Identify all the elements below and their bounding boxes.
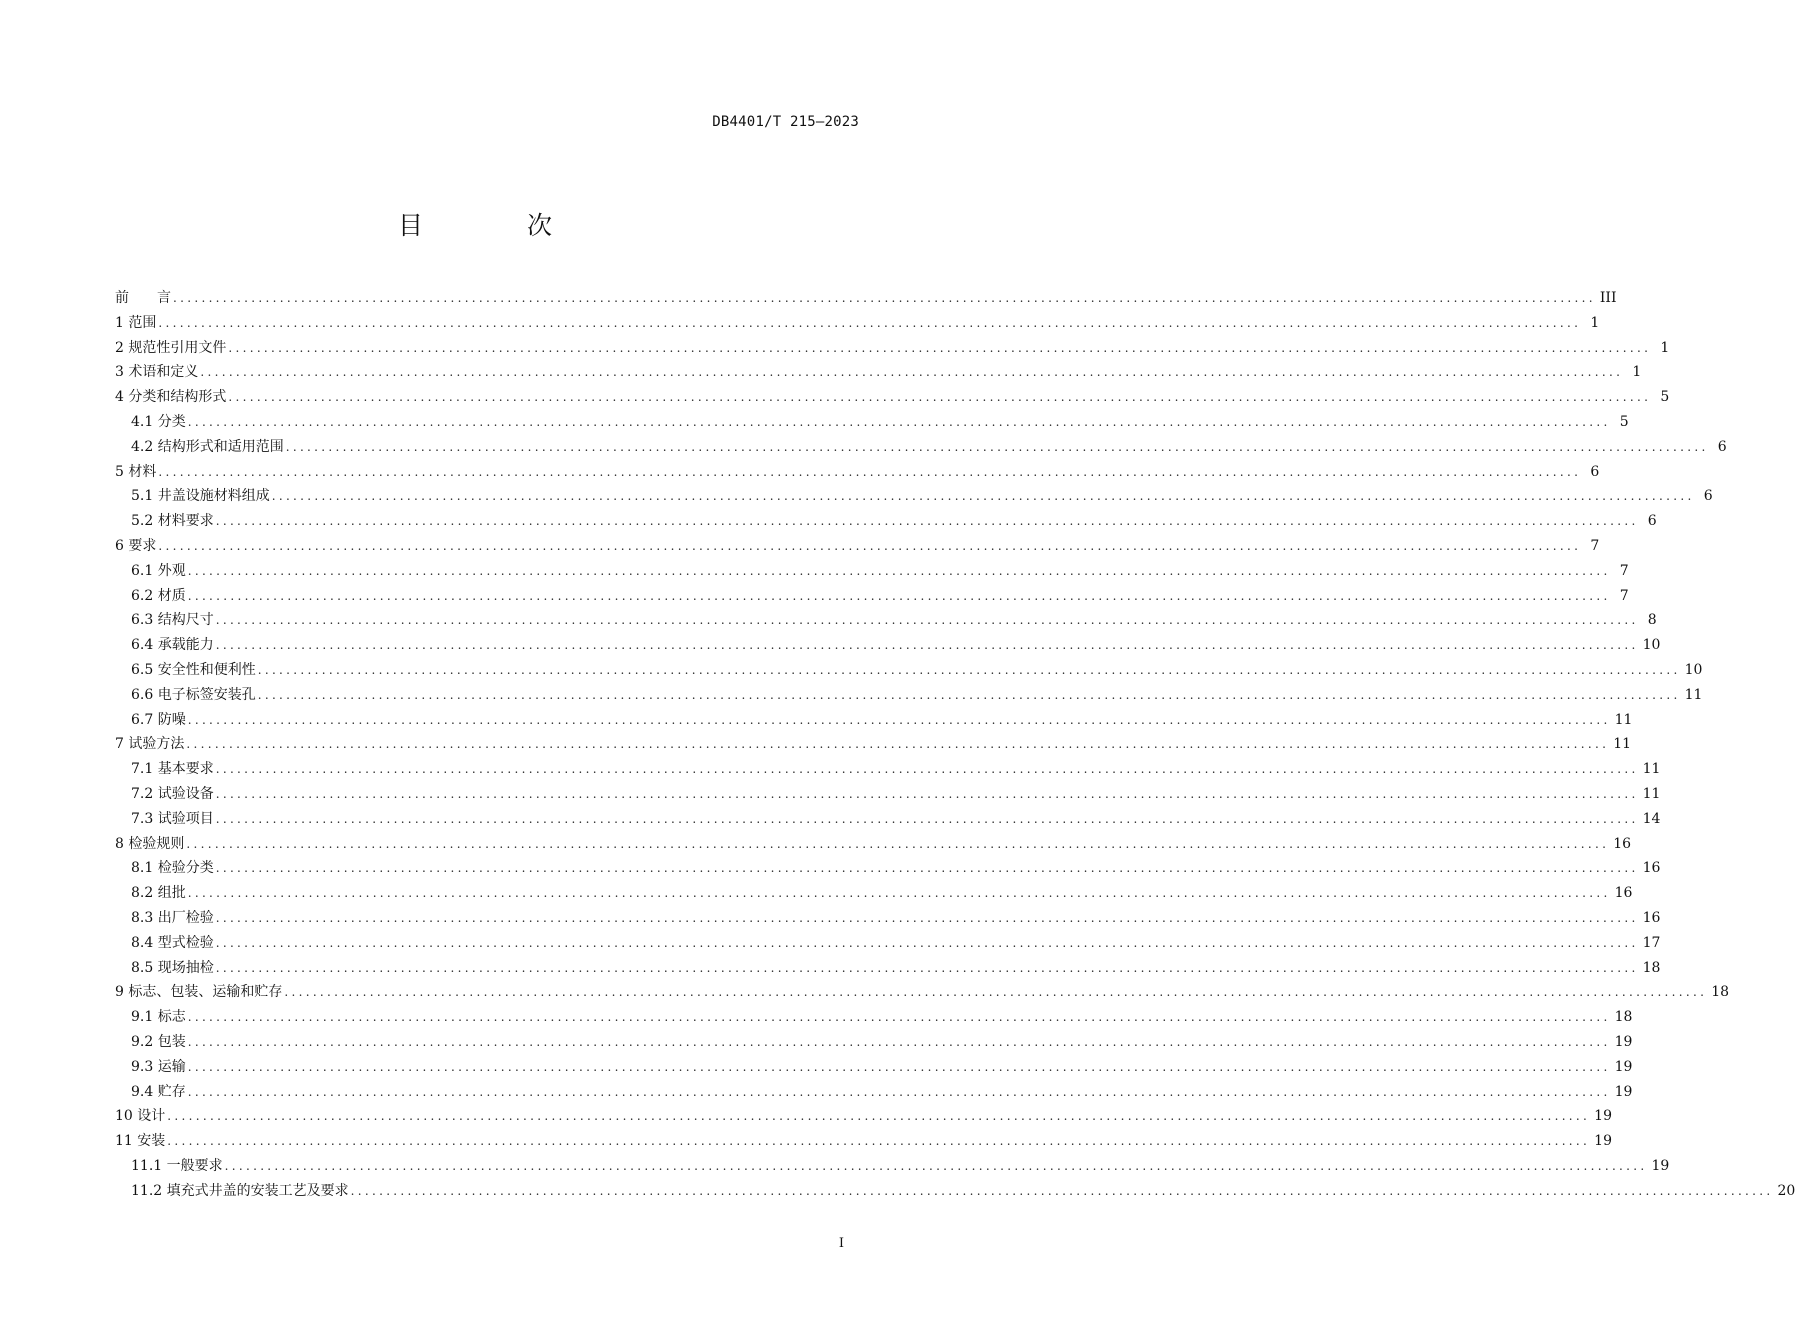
toc-entry-label: 9 标志、包装、运输和贮存 — [115, 984, 283, 1001]
toc-entry-label: 7.2 试验设备 — [131, 785, 214, 802]
toc-entry[interactable] — [115, 658, 1703, 683]
toc-entry-label: 6.2 材质 — [131, 587, 186, 604]
toc-dot-leader: ........................................................................................................................................................................................................ — [173, 291, 1596, 305]
toc-entry[interactable] — [115, 509, 1657, 534]
toc-dot-leader: ........................................................................................................................................................................................................ — [215, 910, 1639, 925]
toc-dot-leader: ........................................................................................................................................................................................................ — [187, 712, 1611, 727]
toc-dot-leader: ........................................................................................................................................................................................................ — [187, 414, 1611, 429]
toc-entry[interactable] — [115, 385, 1670, 410]
toc-entry[interactable] — [115, 1179, 1795, 1204]
toc-entry-label: 6.7 防噪 — [131, 711, 186, 728]
toc-entry-page: 1 — [1590, 314, 1600, 331]
toc-entry-label: 10 设计 — [115, 1108, 166, 1125]
toc-entry[interactable] — [115, 807, 1661, 832]
toc-entry[interactable] — [115, 708, 1633, 733]
toc-entry-page: 7 — [1619, 562, 1629, 579]
toc-dot-leader: ........................................................................................................................................................................................................ — [228, 340, 1652, 355]
toc-entry-page: 16 — [1642, 860, 1661, 877]
toc-entry-page: 19 — [1594, 1133, 1612, 1150]
toc-entry-label: 6 要求 — [115, 537, 157, 554]
toc-entry-label: 7.3 试验项目 — [131, 810, 214, 827]
toc-entry[interactable] — [115, 980, 1730, 1005]
toc-entry-label: 6.5 安全性和便利性 — [131, 661, 256, 678]
toc-entry-page: 6 — [1647, 513, 1657, 530]
toc-dot-leader: ........................................................................................................................................................................................................ — [350, 1183, 1774, 1198]
toc-entry-label: 2 规范性引用文件 — [115, 339, 227, 356]
toc-entry-page: 16 — [1642, 909, 1661, 926]
toc-dot-leader: ........................................................................................................................................................................................................ — [187, 1084, 1611, 1099]
toc-entry-page: 10 — [1684, 661, 1703, 678]
toc-entry-page: 17 — [1642, 934, 1661, 951]
toc-entry-page: III — [1599, 290, 1617, 306]
toc-entry[interactable] — [115, 683, 1703, 708]
toc-entry-label: 3 术语和定义 — [115, 364, 199, 381]
toc-entry[interactable] — [115, 832, 1632, 857]
toc-entry-page: 6 — [1590, 463, 1600, 480]
toc-entry-page: 6 — [1703, 488, 1713, 505]
toc-entry-label: 8.4 型式检验 — [131, 934, 214, 951]
toc-entry[interactable] — [115, 1129, 1612, 1154]
toc-dot-leader: ........................................................................................................................................................................................................ — [215, 613, 1639, 628]
toc-entry-page: 18 — [1614, 1009, 1633, 1026]
toc-entry[interactable] — [115, 633, 1661, 658]
toc-entry-page: 11 — [1684, 686, 1703, 703]
toc-entry-label: 8.1 检验分类 — [131, 860, 214, 877]
toc-dot-leader: ........................................................................................................................................................................................................ — [224, 1158, 1648, 1173]
toc-entry[interactable] — [115, 1055, 1633, 1080]
document-code: DB4401/T 215—2023 — [712, 114, 859, 130]
toc-entry-label: 11.2 填充式井盖的安装工艺及要求 — [131, 1182, 349, 1199]
toc-dot-leader: ........................................................................................................................................................................................................ — [187, 563, 1611, 578]
toc-entry-label: 8.5 现场抽检 — [131, 959, 214, 976]
toc-dot-leader: ........................................................................................................................................................................................................ — [187, 588, 1611, 603]
toc-dot-leader: ........................................................................................................................................................................................................ — [186, 836, 1610, 851]
toc-entry[interactable] — [115, 460, 1600, 485]
toc-dot-leader: ........................................................................................................................................................................................................ — [187, 1059, 1611, 1074]
toc-entry-label: 9.2 包装 — [131, 1033, 186, 1050]
toc-entry-label: 4.1 分类 — [131, 413, 186, 430]
toc-entry-label: 5 材料 — [115, 463, 157, 480]
toc-entry-page: 16 — [1614, 885, 1633, 902]
toc-entry-label: 4.2 结构形式和适用范围 — [131, 438, 284, 455]
toc-entry-page: 19 — [1594, 1108, 1612, 1125]
toc-dot-leader: ........................................................................................................................................................................................................ — [215, 960, 1639, 975]
toc-entry-label: 前 言 — [115, 290, 171, 306]
toc-entry[interactable] — [115, 410, 1629, 435]
toc-entry[interactable] — [115, 881, 1633, 906]
toc-entry-page: 20 — [1777, 1182, 1795, 1199]
toc-entry[interactable] — [115, 1080, 1633, 1105]
toc-entry[interactable] — [115, 1005, 1633, 1030]
toc-entry[interactable] — [115, 956, 1661, 981]
toc-entry-label: 7.1 基本要求 — [131, 761, 214, 778]
toc-dot-leader: ........................................................................................................................................................................................................ — [215, 786, 1639, 801]
toc-entry[interactable] — [115, 484, 1713, 509]
toc-entry-page: 11 — [1613, 736, 1632, 753]
toc-title: 目 次 — [398, 211, 600, 240]
toc-dot-leader: ........................................................................................................................................................................................................ — [257, 687, 1681, 702]
toc-entry[interactable] — [115, 360, 1642, 385]
toc-entry-label: 7 试验方法 — [115, 736, 185, 753]
toc-entry-label: 9.4 贮存 — [131, 1083, 186, 1100]
toc-entry[interactable] — [115, 757, 1661, 782]
toc-entry-label: 1 范围 — [115, 314, 157, 331]
toc-entry-page: 19 — [1651, 1157, 1670, 1174]
toc-dot-leader: ........................................................................................................................................................................................................ — [167, 1109, 1591, 1124]
toc-dot-leader: ........................................................................................................................................................................................................ — [167, 1134, 1591, 1149]
toc-dot-leader: ........................................................................................................................................................................................................ — [200, 365, 1624, 380]
toc-entry-page: 19 — [1614, 1058, 1633, 1075]
toc-entry-page: 5 — [1660, 389, 1670, 406]
toc-entry-page: 11 — [1642, 761, 1661, 778]
toc-entry[interactable] — [115, 856, 1661, 881]
toc-entry[interactable] — [115, 906, 1661, 931]
toc-entry-label: 11.1 一般要求 — [131, 1157, 223, 1174]
toc-dot-leader: ........................................................................................................................................................................................................ — [271, 489, 1695, 504]
toc-entry-page: 6 — [1717, 438, 1727, 455]
toc-entry-label: 8.3 出厂检验 — [131, 909, 214, 926]
toc-entry[interactable] — [115, 435, 1727, 460]
toc-entry[interactable] — [115, 1154, 1670, 1179]
toc-dot-leader: ........................................................................................................................................................................................................ — [158, 315, 1582, 330]
toc-entry[interactable] — [115, 286, 1617, 311]
toc-dot-leader: ........................................................................................................................................................................................................ — [187, 886, 1611, 901]
toc-entry[interactable] — [115, 584, 1629, 609]
toc-dot-leader: ........................................................................................................................................................................................................ — [215, 762, 1639, 777]
toc-dot-leader: ........................................................................................................................................................................................................ — [285, 439, 1709, 454]
toc-entry[interactable] — [115, 782, 1661, 807]
toc-dot-leader: ........................................................................................................................................................................................................ — [215, 935, 1639, 950]
toc-entry-page: 11 — [1614, 711, 1633, 728]
toc-entry-page: 1 — [1660, 339, 1670, 356]
toc-dot-leader: ........................................................................................................................................................................................................ — [215, 514, 1639, 529]
toc-dot-leader: ........................................................................................................................................................................................................ — [215, 638, 1639, 653]
toc-entry-page: 11 — [1642, 785, 1661, 802]
toc-entry[interactable] — [115, 534, 1600, 559]
toc-entry-label: 5.1 井盖设施材料组成 — [131, 488, 270, 505]
toc-entry-page: 16 — [1613, 835, 1632, 852]
toc-entry[interactable] — [115, 336, 1670, 361]
toc-entry-label: 8.2 组批 — [131, 885, 186, 902]
page-number: I — [838, 1236, 844, 1251]
toc-entry[interactable] — [115, 1030, 1633, 1055]
toc-dot-leader: ........................................................................................................................................................................................................ — [158, 538, 1582, 553]
toc-dot-leader: ........................................................................................................................................................................................................ — [284, 985, 1708, 1000]
toc-dot-leader: ........................................................................................................................................................................................................ — [228, 390, 1652, 405]
toc-entry[interactable] — [115, 559, 1629, 584]
toc-dot-leader: ........................................................................................................................................................................................................ — [187, 1034, 1611, 1049]
toc-dot-leader: ........................................................................................................................................................................................................ — [215, 811, 1639, 826]
toc-entry[interactable] — [115, 931, 1661, 956]
toc-dot-leader: ........................................................................................................................................................................................................ — [158, 464, 1582, 479]
table-of-contents — [115, 286, 1795, 1203]
toc-entry-label: 11 安装 — [115, 1133, 166, 1150]
toc-entry-label: 6.3 结构尺寸 — [131, 612, 214, 629]
toc-dot-leader: ........................................................................................................................................................................................................ — [186, 737, 1610, 752]
toc-entry-page: 10 — [1642, 637, 1661, 654]
toc-entry-page: 14 — [1642, 810, 1661, 827]
toc-entry-page: 1 — [1632, 364, 1642, 381]
toc-entry-page: 18 — [1711, 984, 1730, 1001]
toc-entry-label: 5.2 材料要求 — [131, 513, 214, 530]
toc-entry-page: 19 — [1614, 1083, 1633, 1100]
toc-entry[interactable] — [115, 608, 1657, 633]
toc-entry-page: 8 — [1647, 612, 1657, 629]
toc-entry-label: 6.4 承载能力 — [131, 637, 214, 654]
toc-entry-page: 5 — [1619, 413, 1629, 430]
toc-entry[interactable] — [115, 1104, 1612, 1129]
toc-entry-page: 7 — [1619, 587, 1629, 604]
toc-dot-leader: ........................................................................................................................................................................................................ — [215, 861, 1639, 876]
toc-entry-label: 9.3 运输 — [131, 1058, 186, 1075]
toc-dot-leader: ........................................................................................................................................................................................................ — [187, 1010, 1611, 1025]
toc-entry-label: 8 检验规则 — [115, 835, 185, 852]
toc-entry-label: 6.1 外观 — [131, 562, 186, 579]
toc-entry-page: 7 — [1590, 537, 1600, 554]
toc-entry-page: 19 — [1614, 1033, 1633, 1050]
toc-entry[interactable] — [115, 732, 1632, 757]
toc-entry-label: 4 分类和结构形式 — [115, 389, 227, 406]
toc-entry-label: 6.6 电子标签安装孔 — [131, 686, 256, 703]
toc-entry[interactable] — [115, 311, 1600, 336]
toc-entry-page: 18 — [1642, 959, 1661, 976]
toc-dot-leader: ........................................................................................................................................................................................................ — [257, 662, 1681, 677]
toc-entry-label: 9.1 标志 — [131, 1009, 186, 1026]
